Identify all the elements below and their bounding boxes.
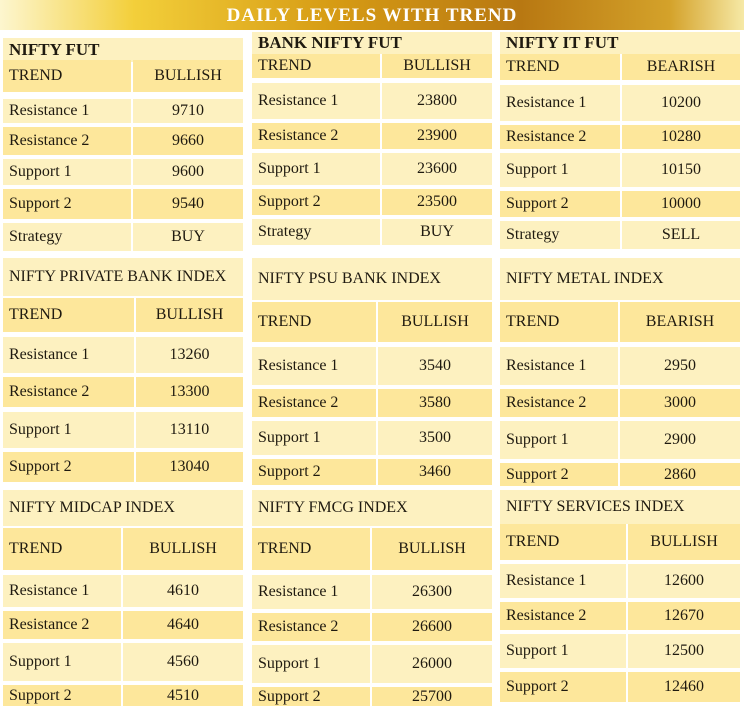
level-label: Resistance 2: [3, 127, 131, 155]
level-value: 4510: [123, 685, 243, 706]
level-value: 13260: [136, 337, 243, 373]
level-value: 10150: [622, 153, 740, 187]
level-label: Resistance 2: [500, 125, 620, 149]
level-value: 10000: [622, 191, 740, 217]
panel-title: NIFTY IT FUT: [500, 32, 740, 54]
level-label: Resistance 1: [252, 83, 380, 119]
trend-value: BULLISH: [136, 298, 243, 332]
level-value: 9710: [133, 99, 243, 123]
level-label: Support 1: [3, 643, 121, 681]
panel-nifty-private-bank-index: [3, 258, 243, 484]
level-label: Resistance 2: [500, 389, 618, 417]
level-label: Support 2: [252, 459, 376, 485]
level-value: 3000: [620, 389, 740, 417]
trend-value: BEARISH: [620, 302, 740, 342]
level-label: Resistance 1: [3, 575, 121, 607]
panel-nifty-fut: [3, 38, 243, 245]
level-label: Support 2: [252, 687, 370, 706]
level-value: 2950: [620, 347, 740, 385]
level-value: BUY: [133, 223, 243, 251]
level-label: Support 1: [500, 634, 626, 668]
level-value: 23500: [382, 189, 492, 215]
level-value: BUY: [382, 219, 492, 245]
level-label: Strategy: [3, 223, 131, 251]
level-value: 12600: [628, 564, 740, 598]
level-value: 26300: [372, 575, 492, 609]
panel-nifty-fmcg-index: [252, 490, 492, 708]
trend-value: BULLISH: [378, 302, 492, 342]
trend-label: TREND: [3, 528, 121, 570]
level-label: Resistance 1: [500, 85, 620, 121]
level-label: Support 1: [252, 153, 380, 185]
trend-label: TREND: [252, 302, 376, 342]
level-value: 12460: [628, 672, 740, 702]
level-value: 26600: [372, 613, 492, 641]
panel-title: NIFTY METAL INDEX: [500, 258, 740, 300]
level-label: Resistance 2: [252, 123, 380, 149]
level-value: SELL: [622, 221, 740, 249]
level-label: Support 2: [252, 189, 380, 215]
level-label: Support 2: [500, 191, 620, 217]
level-value: 12670: [628, 602, 740, 630]
panel-title: NIFTY FMCG INDEX: [252, 490, 492, 526]
trend-value: BULLISH: [133, 60, 243, 92]
trend-label: TREND: [500, 524, 626, 560]
level-value: 13110: [136, 412, 243, 448]
level-label: Resistance 2: [3, 377, 134, 407]
level-label: Support 1: [252, 421, 376, 455]
level-value: 12500: [628, 634, 740, 668]
trend-value: BULLISH: [372, 528, 492, 570]
level-value: 4560: [123, 643, 243, 681]
panel-title: NIFTY PRIVATE BANK INDEX: [3, 258, 243, 296]
level-value: 2860: [620, 463, 740, 486]
trend-label: TREND: [252, 54, 380, 78]
trend-label: TREND: [3, 60, 131, 92]
level-label: Resistance 2: [252, 613, 370, 641]
level-label: Support 2: [3, 452, 134, 482]
panel-nifty-it-fut: [500, 32, 740, 244]
trend-value: BULLISH: [382, 54, 492, 78]
level-label: Support 2: [500, 672, 626, 702]
level-label: Resistance 1: [3, 99, 131, 123]
level-label: Support 2: [3, 685, 121, 706]
report-title-bar: [0, 0, 744, 30]
level-value: 4610: [123, 575, 243, 607]
level-value: 23600: [382, 153, 492, 185]
trend-value: BULLISH: [123, 528, 243, 570]
level-value: 3580: [378, 389, 492, 417]
trend-label: TREND: [500, 54, 620, 80]
panel-title: NIFTY SERVICES INDEX: [500, 490, 740, 524]
level-value: 13040: [136, 452, 243, 482]
level-value: 4640: [123, 611, 243, 639]
level-label: Support 1: [3, 159, 131, 185]
level-value: 3500: [378, 421, 492, 455]
level-label: Support 1: [500, 153, 620, 187]
level-value: 3540: [378, 347, 492, 385]
trend-label: TREND: [3, 298, 134, 332]
panel-nifty-metal-index: [500, 258, 740, 488]
panel-nifty-services-index: [500, 490, 740, 704]
level-label: Support 1: [3, 412, 134, 448]
level-label: Resistance 1: [3, 337, 134, 373]
panel-bank-nifty-fut: [252, 32, 492, 244]
level-label: Resistance 2: [3, 611, 121, 639]
level-value: 9600: [133, 159, 243, 185]
level-label: Strategy: [252, 219, 380, 245]
level-value: 9660: [133, 127, 243, 155]
level-label: Resistance 1: [252, 575, 370, 609]
level-label: Resistance 1: [500, 347, 618, 385]
trend-value: BEARISH: [622, 54, 740, 80]
panel-title: BANK NIFTY FUT: [252, 32, 492, 54]
level-label: Support 2: [3, 189, 131, 219]
panel-nifty-midcap-index: [3, 490, 243, 708]
level-value: 10280: [622, 125, 740, 149]
level-value: 2900: [620, 421, 740, 459]
level-label: Resistance 2: [252, 389, 376, 417]
level-label: Support 1: [252, 645, 370, 683]
panel-title: NIFTY PSU BANK INDEX: [252, 258, 492, 300]
level-value: 23800: [382, 83, 492, 119]
report-title: DAILY LEVELS WITH TREND: [226, 5, 518, 26]
level-value: 25700: [372, 687, 492, 706]
trend-label: TREND: [252, 528, 370, 570]
level-label: Support 2: [500, 463, 618, 486]
panel-title: NIFTY FUT: [3, 38, 243, 62]
level-label: Resistance 1: [252, 347, 376, 385]
level-value: 3460: [378, 459, 492, 485]
panel-nifty-psu-bank-index: [252, 258, 492, 488]
panel-title: NIFTY MIDCAP INDEX: [3, 490, 243, 526]
level-label: Resistance 2: [500, 602, 626, 630]
level-value: 23900: [382, 123, 492, 149]
level-label: Resistance 1: [500, 564, 626, 598]
level-label: Strategy: [500, 221, 620, 249]
level-value: 13300: [136, 377, 243, 407]
level-label: Support 1: [500, 421, 618, 459]
level-value: 26000: [372, 645, 492, 683]
level-value: 9540: [133, 189, 243, 219]
trend-label: TREND: [500, 302, 618, 342]
trend-value: BULLISH: [628, 524, 740, 560]
level-value: 10200: [622, 85, 740, 121]
